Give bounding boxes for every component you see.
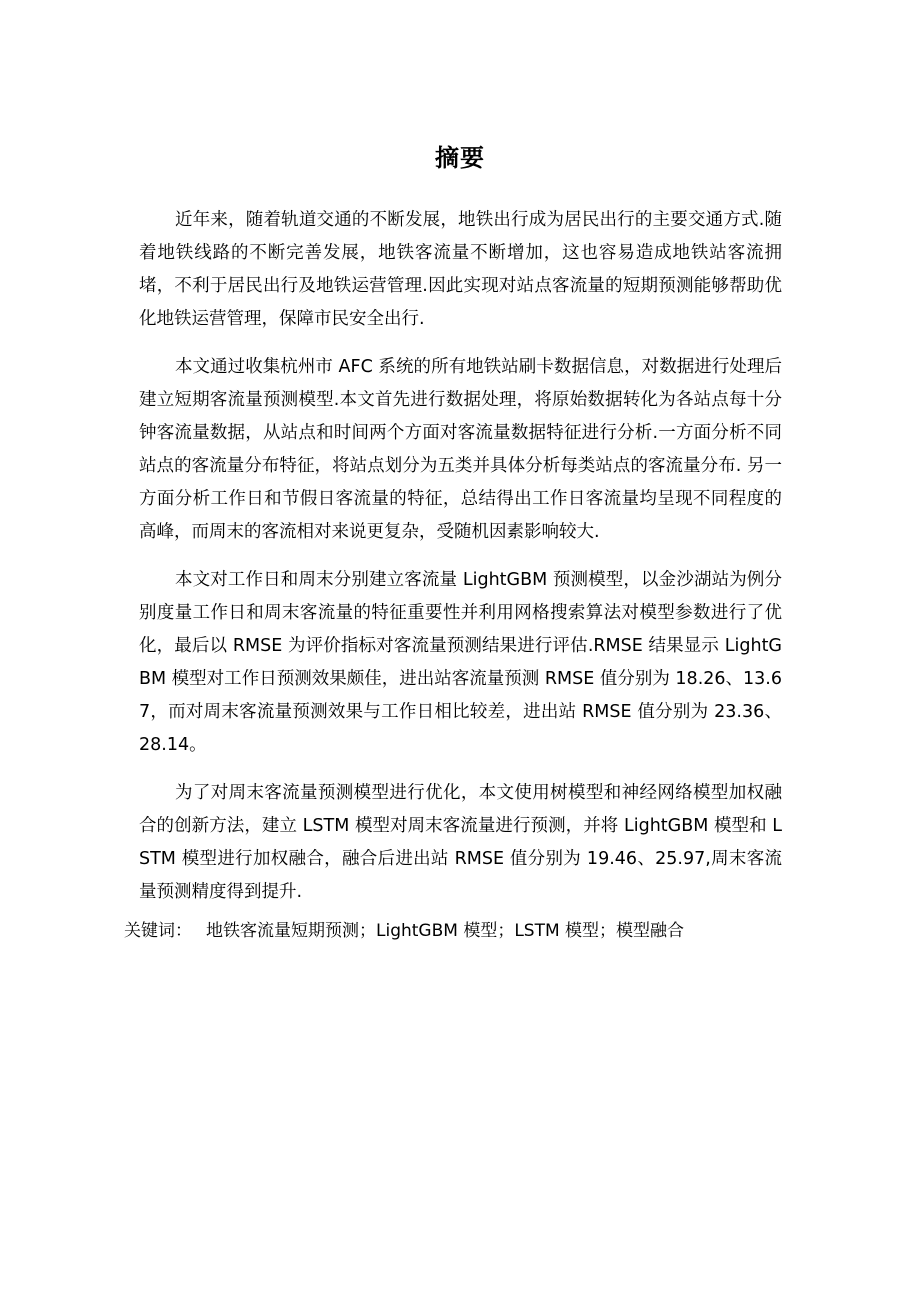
abstract-paragraph-1: 近年来，随着轨道交通的不断发展，地铁出行成为居民出行的主要交通方式.随着地铁线路的不断完善发展，地铁客流量不断增加，这也容易造成地铁站客流拥堵，不利于居民出行及地铁运营管理.因此实现对站点客流量的短期预测能够帮助优化地铁运营管理，保障市民安全出行. (139, 210, 782, 329)
abstract-paragraph-4: 为了对周末客流量预测模型进行优化，本文使用树模型和神经网络模型加权融合的创新方法，建立 LSTM 模型对周末客流量进行预测，并将 LightGBM 模型和 LSTM 模型进行加权融合，融合后进出站 RMSE 值分别为 19.46、25.97,周末客流量预测精度得到提升. (139, 783, 782, 902)
abstract-paragraph-2: 本文通过收集杭州市 AFC 系统的所有地铁站刷卡数据信息，对数据进行处理后建立短期客流量预测模型.本文首先进行数据处理，将原始数据转化为各站点每十分钟客流量数据，从站点和时间两个方面对客流量数据特征进行分析.一方面分析不同站点的客流量分布特征，将站点划分为五类并具体分析每类站点的客流量分布. 另一方面分析工作日和节假日客流量的特征，总结得出工作日客流量均呈现不同程度的高峰，而周末的客流相对来说更复杂，受随机因素影响较大. (139, 357, 782, 542)
keywords-text: 地铁客流量短期预测；LightGBM 模型；LSTM 模型；模型融合 (206, 921, 685, 941)
abstract-body (124, 204, 782, 948)
abstract-paragraph-3: 本文对工作日和周末分别建立客流量 LightGBM 预测模型，以金沙湖站为例分别度量工作日和周末客流量的特征重要性并利用网格搜索算法对模型参数进行了优化，最后以 RMSE 为评价指标对客流量预测结果进行评估.RMSE 结果显示 LightGBM 模型对工作日预测效果颇佳，进出站客流量预测 RMSE 值分别为 18.26、13.67，而对周末客流量预测效果与工作日相比较差，进出站 RMSE 值分别为 23.36、28.14。 (139, 570, 782, 755)
page-title: 摘要 (435, 144, 485, 172)
keywords-label: 关键词： (124, 921, 192, 941)
keywords-line (124, 915, 782, 948)
